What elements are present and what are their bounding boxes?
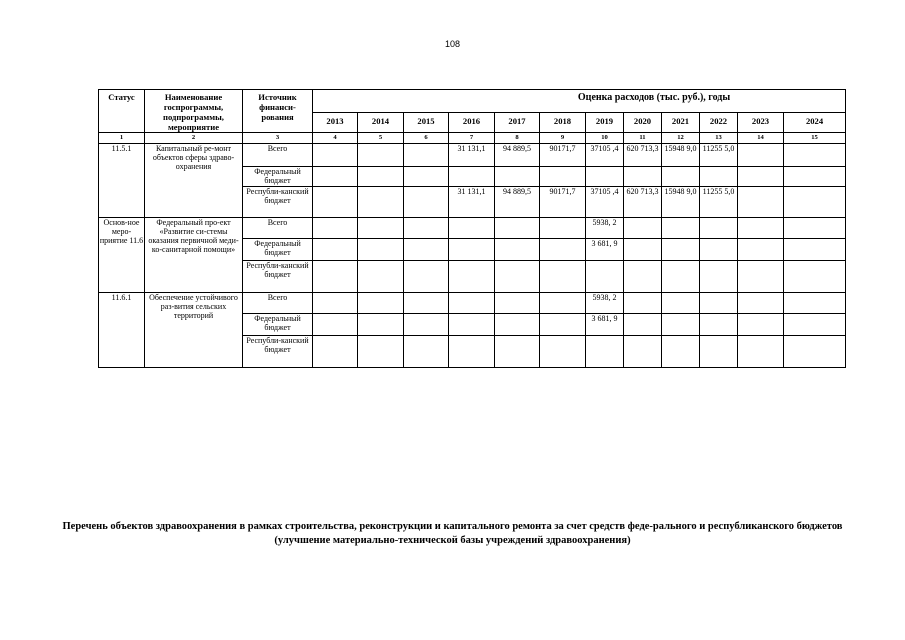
header-estimate: Оценка расходов (тыс. руб.), годы (313, 90, 846, 113)
value-cell (662, 167, 700, 187)
value-cell (624, 261, 662, 293)
value-cell (738, 261, 784, 293)
value-cell (358, 336, 404, 368)
value-cell (540, 336, 586, 368)
value-cell (313, 144, 358, 167)
value-cell (404, 261, 449, 293)
value-cell (586, 336, 624, 368)
value-cell (495, 167, 540, 187)
value-cell (495, 314, 540, 336)
value-cell (540, 293, 586, 314)
value-cell (449, 293, 495, 314)
column-number: 14 (738, 133, 784, 144)
page-number: 108 (444, 39, 461, 49)
value-cell (700, 167, 738, 187)
funding-source-cell: Федеральный бюджет (243, 314, 313, 336)
value-cell (738, 336, 784, 368)
value-cell (784, 218, 846, 239)
value-cell (784, 187, 846, 218)
value-cell (586, 167, 624, 187)
value-cell (449, 261, 495, 293)
value-cell (700, 336, 738, 368)
value-cell (313, 239, 358, 261)
value-cell: 31 131,1 (449, 187, 495, 218)
value-cell (449, 336, 495, 368)
value-cell: 15948 9,0 (662, 187, 700, 218)
value-cell (495, 261, 540, 293)
value-cell: 94 889,5 (495, 144, 540, 167)
value-cell (540, 218, 586, 239)
value-cell (586, 261, 624, 293)
funding-source-cell: Всего (243, 218, 313, 239)
value-cell (784, 239, 846, 261)
value-cell (358, 218, 404, 239)
value-cell (404, 167, 449, 187)
value-cell (784, 293, 846, 314)
header-status: Статус (99, 90, 145, 133)
year-header: 2018 (540, 113, 586, 133)
value-cell (404, 218, 449, 239)
value-cell: 37105 ,4 (586, 187, 624, 218)
value-cell: 90171,7 (540, 144, 586, 167)
value-cell (738, 187, 784, 218)
column-number: 8 (495, 133, 540, 144)
value-cell (738, 239, 784, 261)
year-header: 2019 (586, 113, 624, 133)
column-number: 4 (313, 133, 358, 144)
column-number: 11 (624, 133, 662, 144)
value-cell (358, 187, 404, 218)
status-cell: 11.6.1 (99, 293, 145, 368)
value-cell (738, 293, 784, 314)
year-header: 2015 (404, 113, 449, 133)
value-cell (738, 144, 784, 167)
value-cell (738, 314, 784, 336)
value-cell (358, 167, 404, 187)
value-cell (313, 167, 358, 187)
value-cell: 90171,7 (540, 187, 586, 218)
value-cell: 5938, 2 (586, 218, 624, 239)
column-number: 7 (449, 133, 495, 144)
value-cell: 11255 5,0 (700, 144, 738, 167)
value-cell (662, 218, 700, 239)
header-source: Источник финанси-рования (243, 90, 313, 133)
value-cell (495, 239, 540, 261)
value-cell (540, 167, 586, 187)
table-row (99, 144, 846, 167)
value-cell (404, 144, 449, 167)
year-header: 2020 (624, 113, 662, 133)
value-cell (700, 239, 738, 261)
funding-source-cell: Федеральный бюджет (243, 167, 313, 187)
value-cell (662, 261, 700, 293)
value-cell (784, 261, 846, 293)
value-cell (540, 261, 586, 293)
funding-source-cell: Республи-канский бюджет (243, 261, 313, 293)
value-cell (404, 293, 449, 314)
value-cell (358, 144, 404, 167)
value-cell (784, 336, 846, 368)
value-cell (662, 336, 700, 368)
column-numbers-row (99, 133, 846, 144)
year-header: 2021 (662, 113, 700, 133)
value-cell (784, 144, 846, 167)
value-cell (313, 293, 358, 314)
budget-table (98, 89, 846, 368)
value-cell (404, 187, 449, 218)
program-name-cell: Обеспечение устойчивого раз-вития сельских территорий (145, 293, 243, 368)
value-cell (313, 336, 358, 368)
value-cell (358, 293, 404, 314)
column-number: 15 (784, 133, 846, 144)
value-cell (624, 167, 662, 187)
column-number: 13 (700, 133, 738, 144)
column-number: 1 (99, 133, 145, 144)
funding-source-cell: Республи-канский бюджет (243, 336, 313, 368)
value-cell (495, 336, 540, 368)
value-cell: 3 681, 9 (586, 239, 624, 261)
value-cell (784, 167, 846, 187)
year-header: 2022 (700, 113, 738, 133)
funding-source-cell: Федеральный бюджет (243, 239, 313, 261)
value-cell (624, 314, 662, 336)
funding-source-cell: Всего (243, 293, 313, 314)
value-cell (700, 293, 738, 314)
value-cell: 620 713,3 (624, 187, 662, 218)
year-header: 2013 (313, 113, 358, 133)
value-cell (404, 239, 449, 261)
table-row (99, 218, 846, 239)
value-cell (449, 314, 495, 336)
value-cell (313, 187, 358, 218)
value-cell: 11255 5,0 (700, 187, 738, 218)
value-cell (540, 314, 586, 336)
value-cell (662, 314, 700, 336)
value-cell (662, 239, 700, 261)
header-name: Наименование госпрограммы, подпрограммы, мероприятие (145, 90, 243, 133)
value-cell: 3 681, 9 (586, 314, 624, 336)
value-cell (540, 239, 586, 261)
column-number: 12 (662, 133, 700, 144)
funding-source-cell: Республи-канский бюджет (243, 187, 313, 218)
value-cell: 15948 9,0 (662, 144, 700, 167)
value-cell (738, 218, 784, 239)
program-name-cell: Капитальный ре-монт объектов сферы здраво-охранения (145, 144, 243, 218)
value-cell: 94 889,5 (495, 187, 540, 218)
column-number: 5 (358, 133, 404, 144)
value-cell (358, 261, 404, 293)
value-cell (358, 314, 404, 336)
value-cell (495, 293, 540, 314)
value-cell (358, 239, 404, 261)
value-cell (662, 293, 700, 314)
value-cell (313, 261, 358, 293)
value-cell: 31 131,1 (449, 144, 495, 167)
value-cell (700, 261, 738, 293)
value-cell (700, 314, 738, 336)
value-cell (495, 218, 540, 239)
value-cell (449, 218, 495, 239)
column-number: 2 (145, 133, 243, 144)
value-cell: 620 713,3 (624, 144, 662, 167)
status-cell: Основ-ное меро-приятие 11.6 (99, 218, 145, 293)
value-cell (449, 239, 495, 261)
value-cell: 5938, 2 (586, 293, 624, 314)
column-number: 10 (586, 133, 624, 144)
value-cell (784, 314, 846, 336)
value-cell (624, 218, 662, 239)
value-cell (313, 314, 358, 336)
year-header: 2016 (449, 113, 495, 133)
value-cell (404, 314, 449, 336)
column-number: 6 (404, 133, 449, 144)
status-cell: 11.5.1 (99, 144, 145, 218)
value-cell: 37105 ,4 (586, 144, 624, 167)
value-cell (700, 218, 738, 239)
year-header: 2017 (495, 113, 540, 133)
value-cell (404, 336, 449, 368)
funding-source-cell: Всего (243, 144, 313, 167)
year-header: 2014 (358, 113, 404, 133)
column-number: 3 (243, 133, 313, 144)
program-name-cell: Федеральный про-ект «Развитие си-стемы оказания первичной меди-ко-санитарной помощи» (145, 218, 243, 293)
year-header: 2024 (784, 113, 846, 133)
value-cell (624, 336, 662, 368)
year-header: 2023 (738, 113, 784, 133)
list-title: Перечень объектов здравоохранения в рамках строительства, реконструкции и капитального ремонта за счет средств феде-рального и республиканского бюджетов (улучшение материально-технической базы учреждений здравоохранения) (62, 521, 843, 546)
value-cell (449, 167, 495, 187)
value-cell (313, 218, 358, 239)
table-row (99, 293, 846, 314)
column-number: 9 (540, 133, 586, 144)
value-cell (624, 293, 662, 314)
value-cell (624, 239, 662, 261)
value-cell (738, 167, 784, 187)
